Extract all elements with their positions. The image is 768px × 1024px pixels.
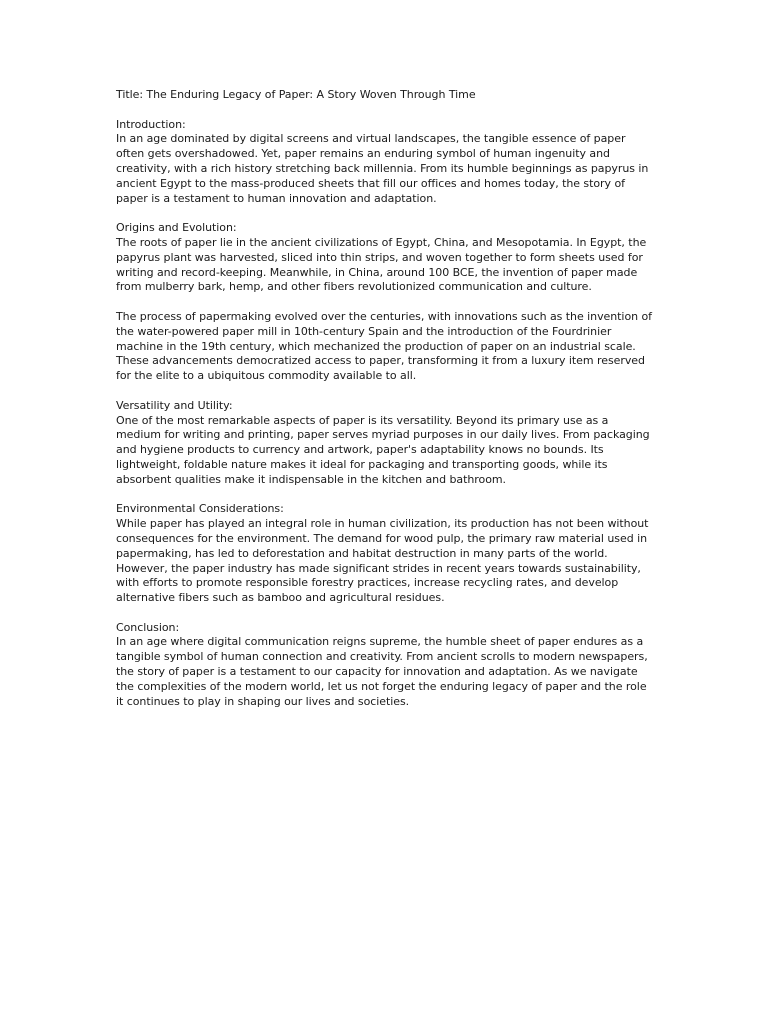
section-paragraph: The roots of paper lie in the ancient civilizations of Egypt, China, and Mesopotamia. In Egypt, the papyrus plant was harvested, sliced into thin strips, and woven together to form sheets used for writing and record-keeping. Meanwhile, in China, around 100 BCE, the invention of paper made from mulberry bark, hemp, and other fibers revolutionized communication and culture.	[116, 235, 647, 294]
section-paragraph: One of the most remarkable aspects of paper is its versatility. Beyond its primary use as a medium for writing and printing, paper serves myriad purposes in our daily lives. From packaging and hygiene products to currency and artwork, paper's adaptability knows no bounds. Its lightweight, foldable nature makes it ideal for packaging and transporting goods, while its absorbent qualities make it indispensable in the kitchen and bathroom.	[116, 413, 650, 486]
section-paragraph: The process of papermaking evolved over the centuries, with innovations such as the invention of the water-powered paper mill in 10th-century Spain and the introduction of the Fourdrinier machine in the 19th century, which mechanized the production of paper on an industrial scale. These advancements democratized access to paper, transforming it from a luxury item reserved for the elite to a ubiquitous commodity available to all.	[116, 309, 652, 383]
section-heading: Origins and Evolution:	[116, 221, 237, 235]
document-page	[116, 88, 656, 724]
section-conclusion	[116, 621, 656, 710]
section-introduction	[116, 118, 656, 207]
section-paragraph: In an age dominated by digital screens and virtual landscapes, the tangible essence of paper often gets overshadowed. Yet, paper remains an enduring symbol of human ingenuity and creativity, with a rich history stretching back millennia. From its humble beginnings as papyrus in ancient Egypt to the mass-produced sheets that fill our offices and homes today, the story of paper is a testament to human innovation and adaptation.	[116, 132, 649, 205]
section-origins-and-evolution	[116, 221, 656, 295]
section-versatility-and-utility	[116, 399, 656, 488]
section-paragraph: While paper has played an integral role in human civilization, its production has not been without consequences for the environment. The demand for wood pulp, the primary raw material used in papermaking, has led to deforestation and habitat destruction in many parts of the world. However, the paper industry has made significant strides in recent years towards sustainability, with efforts to promote responsible forestry practices, increase recycling rates, and develop alternative fibers such as bamboo and agricultural residues.	[116, 517, 649, 605]
section-heading: Introduction:	[116, 117, 186, 131]
section-origins-continued	[116, 310, 656, 384]
section-paragraph: In an age where digital communication reigns supreme, the humble sheet of paper endures as a tangible symbol of human connection and creativity. From ancient scrolls to modern newspapers, the story of paper is a testament to our capacity for innovation and adaptation. As we navigate the complexities of the modern world, let us not forget the enduring legacy of paper and the role it continues to play in shaping our lives and societies.	[116, 635, 648, 708]
document-title: Title: The Enduring Legacy of Paper: A Story Woven Through Time	[116, 88, 476, 101]
section-heading: Versatility and Utility:	[116, 398, 233, 412]
section-environmental-considerations	[116, 502, 656, 606]
section-heading: Conclusion:	[116, 620, 180, 634]
section-heading: Environmental Considerations:	[116, 502, 284, 516]
